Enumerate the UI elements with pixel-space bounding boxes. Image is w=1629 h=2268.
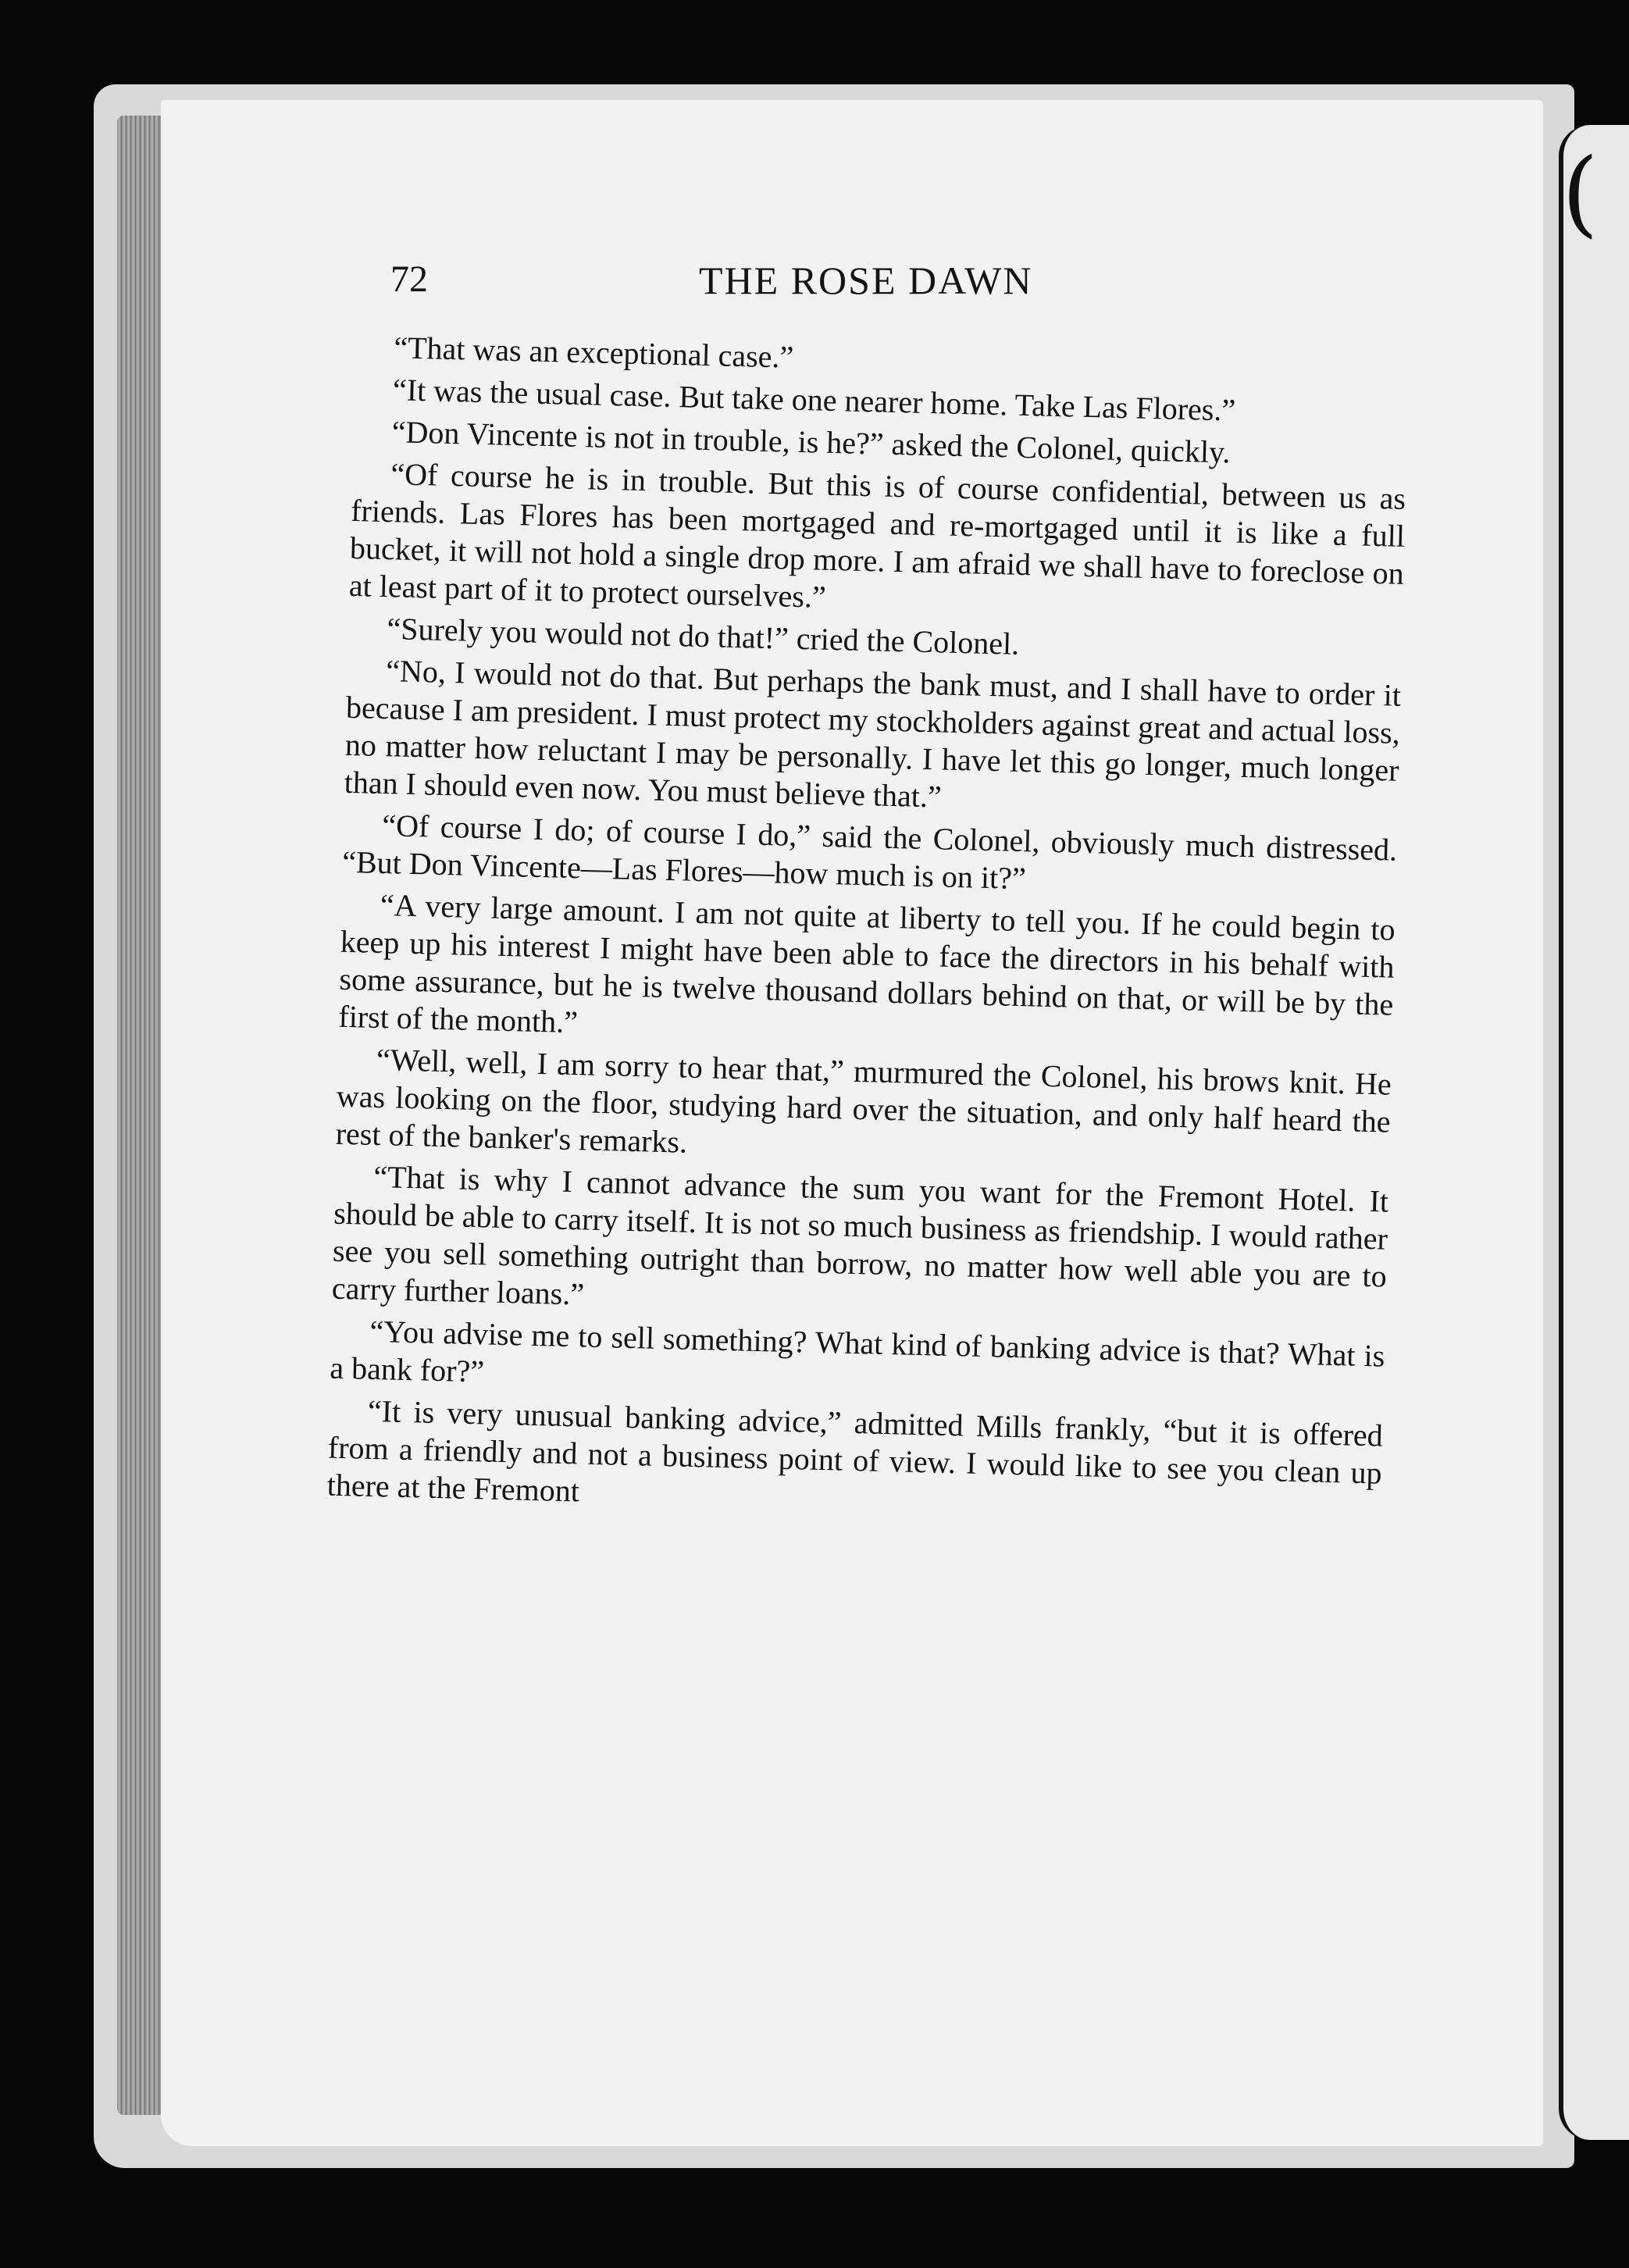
page-header	[390, 258, 1445, 328]
paragraph: “A very large amount. I am not quite at liberty to tell you. If he could begin to keep up his interest I might have been able to face the directors in his behalf with some assurance, but he is twelve thousand dollars behind on that, or will be by the first of the month.”	[337, 887, 1396, 1040]
right-page-edge	[1559, 125, 1629, 2140]
paragraph: “You advise me to sell something? What kind of banking advice is that? What is a bank for?”	[329, 1313, 1385, 1389]
paragraph: “Surely you would not do that!” cried the Colonel.	[387, 611, 1020, 662]
right-page-bracket-mark: (	[1562, 139, 1599, 248]
page-stack-edge	[117, 116, 164, 2115]
paragraph: “Of course I do; of course I do,” said the Colonel, obviously much distressed. “But Don Vincente—Las Flores—how much is on it?”	[341, 808, 1398, 897]
paragraph: “Don Vincente is not in trouble, is he?” asked the Colonel, quickly.	[391, 414, 1232, 470]
paragraph: “It is very unusual banking advice,” admitted Mills frankly, “but it is offered from a friendly and not a business point of view. I would like to see you clean up there at the Fremont	[326, 1393, 1384, 1509]
paragraph: “It was the usual case. But take one nearer home. Take Las Flores.”	[392, 372, 1236, 428]
page-number: 72	[390, 259, 428, 300]
paragraph: “No, I would not do that. But perhaps the bank must, and I shall have to order it because I am president. I must protect my stockholders against great and actual loss, no matter how reluctant I may be personally. I have let this go longer, much longer than I should even now. You must believe that.”	[344, 653, 1402, 815]
running-title: THE ROSE DAWN	[699, 259, 1033, 302]
body-text	[326, 328, 1410, 1535]
paragraph: “Of course he is in trouble. But this is of course confidential, between us as friends. Las Flores has been mortgaged and re-mortgaged until it is like a full bucket, it will not hold a single drop more. I am afraid we shall have to foreclose on at least part of it to protect ourselves.”	[348, 456, 1406, 615]
paragraph: “Well, well, I am sorry to hear that,” murmured the Colonel, his brows knit. He was looking on the floor, studying hard over the situation, and only half heard the rest of the banker's remarks.	[335, 1041, 1392, 1160]
paragraph: “That is why I cannot advance the sum you want for the Fremont Hotel. It should be able to carry itself. It is not so much business as friendship. I would rather see you sell something outright than borrow, no matter how well able you are to carry further loans.”	[331, 1158, 1389, 1312]
paragraph: “That was an exceptional case.”	[393, 330, 794, 375]
